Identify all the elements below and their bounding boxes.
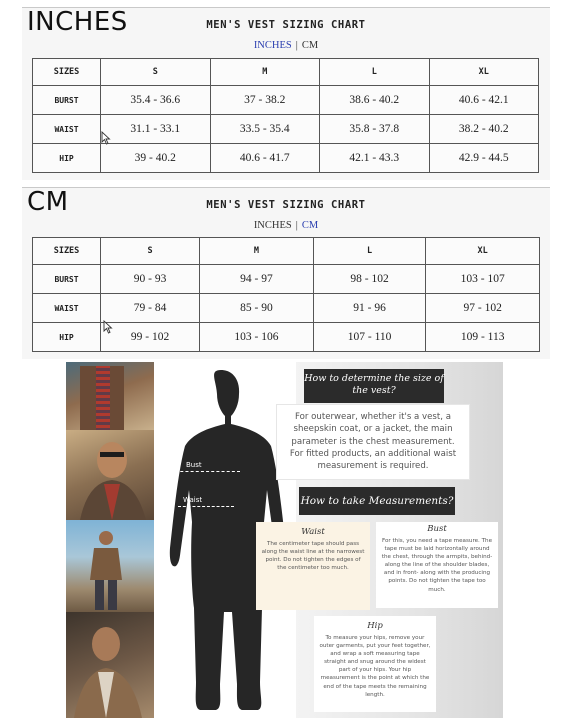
table-cell: 40.6 - 41.7 <box>210 144 320 173</box>
header-m: M <box>210 59 320 86</box>
unit-link-cm[interactable]: CM <box>301 40 319 51</box>
inches-chart-panel <box>22 7 550 180</box>
table-cell: 38.6 - 40.2 <box>320 86 430 115</box>
mouse-cursor-icon <box>101 131 111 145</box>
table-row <box>33 294 540 323</box>
table-cell: 103 - 106 <box>200 323 314 352</box>
mouse-cursor-icon <box>103 320 113 334</box>
header-xl: XL <box>426 238 540 265</box>
header-s: S <box>101 59 211 86</box>
row-label-burst: BURST <box>33 86 101 115</box>
inches-unit-toggle <box>22 40 550 51</box>
header-l: L <box>313 238 426 265</box>
inches-chart-title: MEN'S VEST SIZING CHART <box>206 19 366 31</box>
table-cell: 37 - 38.2 <box>210 86 320 115</box>
row-label-waist: WAIST <box>33 294 101 323</box>
table-cell: 39 - 40.2 <box>101 144 211 173</box>
unit-link-cm[interactable]: CM <box>301 220 319 231</box>
table-cell: 40.6 - 42.1 <box>429 86 539 115</box>
inches-unit-label: INCHES <box>27 7 128 37</box>
header-l: L <box>320 59 430 86</box>
bust-card-title: Bust <box>427 524 447 534</box>
table-cell: 35.8 - 37.8 <box>320 115 430 144</box>
row-label-burst: BURST <box>33 265 101 294</box>
waist-instruction-card <box>256 522 370 610</box>
table-cell: 42.9 - 44.5 <box>429 144 539 173</box>
table-cell: 90 - 93 <box>101 265 200 294</box>
row-label-hip: HIP <box>33 144 101 173</box>
cm-size-table <box>32 237 540 352</box>
waist-measure-line <box>178 506 234 507</box>
bust-card-text: For this, you need a tape measure. The tape must be laid horizontally around the chest, through the armpits, behind- along the line of the shoulder blades, and in front- along with the producing points. Do not tighten the tape too much. <box>381 538 493 593</box>
hip-instruction-card <box>314 616 436 712</box>
hip-card-title: Hip <box>367 621 383 631</box>
table-cell: 33.5 - 35.4 <box>210 115 320 144</box>
unit-separator: | <box>295 40 298 51</box>
take-measurements-heading: How to take Measurements? <box>299 487 455 515</box>
header-sizes: SIZES <box>33 59 101 86</box>
row-label-hip: HIP <box>33 323 101 352</box>
table-cell: 109 - 113 <box>426 323 540 352</box>
cm-unit-toggle <box>22 220 550 231</box>
waist-card-text: The centimeter tape should pass along the waist line at the narrowest point. Do not tighten the edges of the centimeter too much. <box>261 541 365 572</box>
table-cell: 91 - 96 <box>313 294 426 323</box>
table-cell: 99 - 102 <box>101 323 200 352</box>
header-sizes: SIZES <box>33 238 101 265</box>
header-s: S <box>101 238 200 265</box>
unit-link-inches[interactable]: INCHES <box>253 220 292 231</box>
table-cell: 79 - 84 <box>101 294 200 323</box>
table-row <box>33 265 540 294</box>
table-cell: 38.2 - 40.2 <box>429 115 539 144</box>
table-row <box>33 144 539 173</box>
bust-measure-line <box>170 471 240 472</box>
table-row <box>33 86 539 115</box>
table-cell: 85 - 90 <box>200 294 314 323</box>
waist-body-label: Waist <box>183 496 203 504</box>
table-header-row <box>33 59 539 86</box>
measurement-infographic <box>66 362 503 718</box>
cm-chart-title: MEN'S VEST SIZING CHART <box>206 199 366 211</box>
unit-link-inches[interactable]: INCHES <box>253 40 292 51</box>
bust-instruction-card <box>376 522 498 608</box>
row-label-waist: WAIST <box>33 115 101 144</box>
hip-card-text: To measure your hips, remove your outer garments, put your feet together, and wrap a soft measuring tape straight and snug around the widest part of your hips. Your hip measurement is the point at which the end of the tape meets the remaining length. <box>319 635 431 698</box>
waist-card-title: Waist <box>301 527 325 537</box>
cm-unit-label: CM <box>27 187 69 217</box>
table-cell: 94 - 97 <box>200 265 314 294</box>
unit-separator: | <box>295 220 298 231</box>
determine-size-text: For outerwear, whether it's a vest, a sheepskin coat, or a jacket, the main parameter is the chest measurement. For fitted products, an additional waist measurement is required. <box>276 404 470 480</box>
table-cell: 103 - 107 <box>426 265 540 294</box>
table-cell: 97 - 102 <box>426 294 540 323</box>
bust-body-label: Bust <box>186 461 202 469</box>
table-cell: 98 - 102 <box>313 265 426 294</box>
cm-chart-panel <box>22 187 550 359</box>
inches-size-table <box>32 58 539 173</box>
table-cell: 35.4 - 36.6 <box>101 86 211 115</box>
table-cell: 31.1 - 33.1 <box>101 115 211 144</box>
table-cell: 107 - 110 <box>313 323 426 352</box>
table-cell: 42.1 - 43.3 <box>320 144 430 173</box>
table-header-row <box>33 238 540 265</box>
determine-size-heading: How to determine the size of the vest? <box>304 369 444 403</box>
header-m: M <box>200 238 314 265</box>
header-xl: XL <box>429 59 539 86</box>
